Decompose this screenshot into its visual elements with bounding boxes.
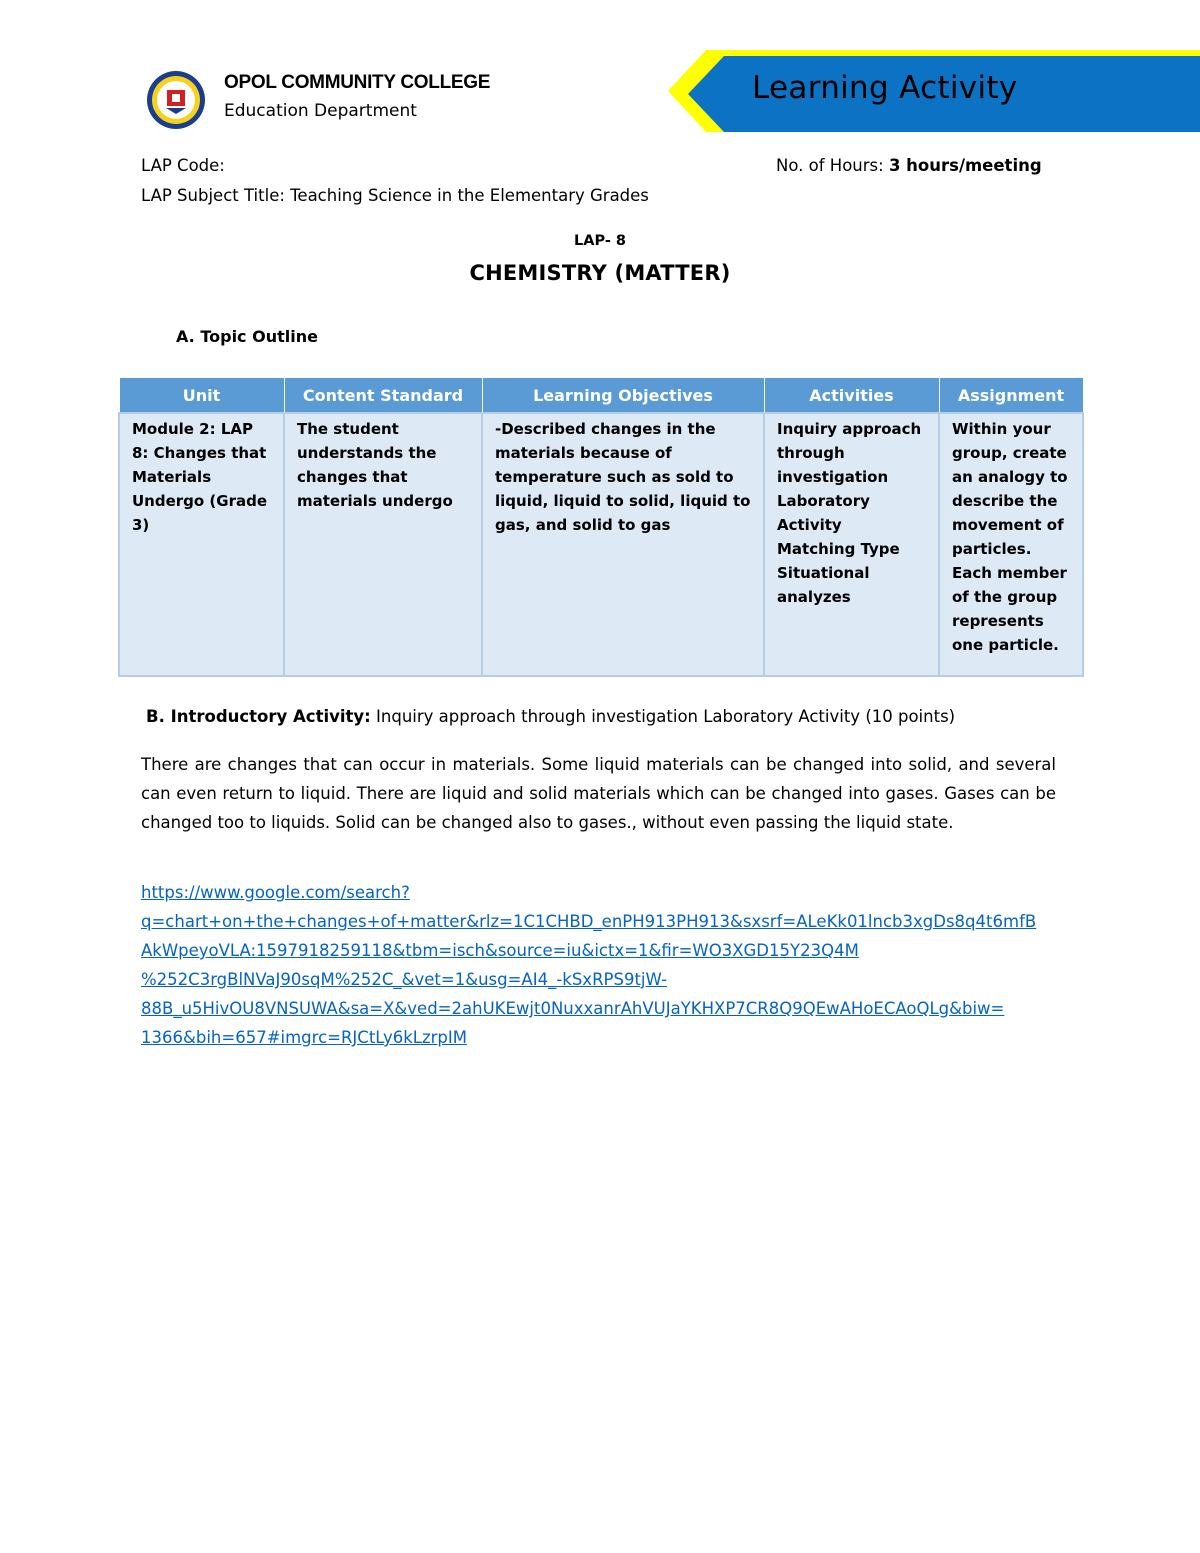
reference-link[interactable] — [141, 878, 1066, 1052]
link-line: 88B_u5HivOU8VNSUWA&sa=X&ved=2ahUKEwjt0NuxxanrAhVUJaYKHXP7CR8Q9QEwAHoECAoQLg&biw= — [141, 999, 1005, 1018]
header-activities: Activities — [764, 378, 939, 414]
college-name: OPOL COMMUNITY COLLEGE — [224, 72, 491, 93]
cell-content-standard: The student understands the changes that materials undergo — [284, 413, 482, 676]
link-line: https://www.google.com/search? — [141, 883, 410, 902]
table-header-row — [119, 378, 1083, 414]
link-line: AkWpeyoVLA:1597918259118&tbm=isch&source=iu&ictx=1&fir=WO3XGD15Y23Q4M — [141, 941, 859, 960]
header-content-standard: Content Standard — [284, 378, 482, 414]
college-seal-logo — [146, 70, 206, 130]
cell-activities — [764, 413, 939, 676]
hours-value: 3 hours/meeting — [888, 156, 1042, 175]
link-line: %252C3rgBlNVaJ90sqM%252C_&vet=1&usg=AI4_-kSxRPS9tjW- — [141, 970, 668, 989]
banner-title: Learning Activity — [752, 70, 1018, 106]
subject-title: LAP Subject Title: Teaching Science in the Elementary Grades — [141, 186, 649, 205]
topic-outline-table — [118, 377, 1084, 677]
cell-assignment: Within your group, create an analogy to describe the movement of particles. Each member of the group represents one particle. — [939, 413, 1083, 676]
lap-code-label: LAP Code: — [141, 156, 225, 175]
header-assignment: Assignment — [939, 378, 1083, 414]
cell-unit: Module 2: LAP 8: Changes that Materials Undergo (Grade 3) — [119, 413, 284, 676]
department-name: Education Department — [224, 101, 417, 121]
link-line: q=chart+on+the+changes+of+matter&rlz=1C1CHBD_enPH913PH913&sxsrf=ALeKk01lncb3xgDs8q4t6mfB — [141, 912, 1037, 931]
link-line: 1366&bih=657#imgrc=RJCtLy6kLzrpIM — [141, 1028, 467, 1047]
hours-field — [776, 156, 1042, 175]
activity-item: Matching Type — [777, 540, 900, 558]
section-a-heading: A. Topic Outline — [176, 327, 318, 346]
table-row — [119, 413, 1083, 676]
cell-learning-objectives: -Described changes in the materials because of temperature such as sold to liquid, liquid to solid, liquid to gas, and solid to gas — [482, 413, 764, 676]
section-b-label: B. Introductory Activity: — [146, 707, 371, 726]
lap-number: LAP- 8 — [574, 233, 626, 249]
intro-paragraph: There are changes that can occur in materials. Some liquid materials can be changed into solid, and several can even return to liquid. There are liquid and solid materials which can be changed into gases. Gases can be changed too to liquids. Solid can be changed also to gases., without even passing the liquid state. — [141, 755, 1056, 832]
header-learning-objectives: Learning Objectives — [482, 378, 764, 414]
page-title: CHEMISTRY (MATTER) — [469, 261, 731, 285]
activity-item: Inquiry approach through investigation Laboratory Activity — [777, 420, 922, 534]
hours-label: No. of Hours: — [776, 156, 889, 175]
activity-item: Situational analyzes — [777, 564, 870, 606]
section-b-text: Inquiry approach through investigation Laboratory Activity (10 points) — [370, 707, 956, 726]
header-unit: Unit — [119, 378, 284, 414]
section-b-heading — [146, 707, 955, 726]
